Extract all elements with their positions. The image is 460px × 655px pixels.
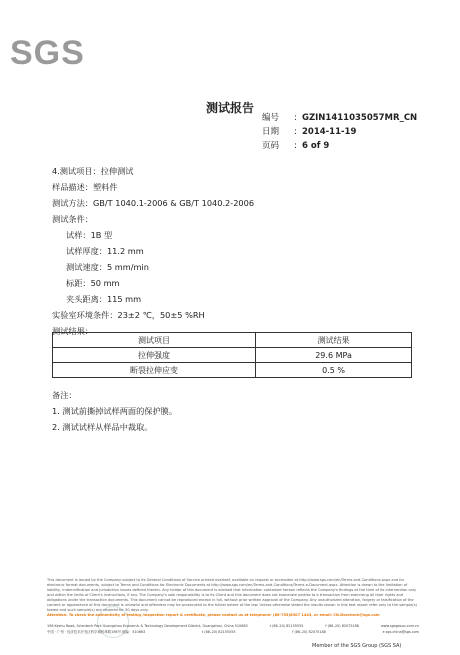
sgs-logo: SGS xyxy=(10,34,85,72)
report-meta xyxy=(262,111,417,153)
meta-value: GZIN1411035057MR_CN xyxy=(302,113,418,123)
meta-row-date: 日期 : 2014-11-19 xyxy=(262,127,357,137)
table-cell: 0.5 % xyxy=(256,363,412,378)
address-row-cn xyxy=(47,629,419,635)
meta-label: 日期 xyxy=(262,127,280,137)
table-cell: 断裂拉伸应变 xyxy=(53,363,256,378)
authenticity-notice: Attention: To check the authenticity of testing /inspection report & certificate, please contact us at telephone: (86-755)8307 1443, or email: CN.Doccheck@sgs.com xyxy=(47,613,380,617)
address-tel: t (86–20) 82155555 xyxy=(201,630,236,634)
sample-description: 样品描述：塑料件 xyxy=(52,182,118,192)
test-method: 测试方法：GB/T 1040.1-2006 & GB/T 1040.2-2006 xyxy=(52,198,255,208)
test-results-label: 测试结果： xyxy=(52,326,93,336)
remarks-label: 备注： xyxy=(52,390,77,400)
specimen-type: 试样：1B 型 xyxy=(66,230,113,240)
remark-item: 2. 测试试样从样品中裁取。 xyxy=(52,422,153,432)
address-fax: f (86–20) 82075188 xyxy=(325,624,359,628)
page-title: 测试报告 xyxy=(205,101,254,115)
address-text: 198 Kezhu Road, Scientech Park Guangzhou Economic & Technology Development District, Guangzhou, China 510663 xyxy=(47,624,248,628)
meta-value: 2014-11-19 xyxy=(302,127,357,137)
member-text: Member of the SGS Group (SGS SA) xyxy=(312,643,402,649)
remarks xyxy=(52,387,177,435)
remark-item: 1. 测试前撕掉试样两面的保护膜。 xyxy=(52,406,178,416)
test-content xyxy=(52,163,412,339)
meta-label: 编号 xyxy=(262,113,280,123)
company-address xyxy=(47,623,419,635)
disclaimer-text: This document is issued by the Company subject to its General Conditions of Service printed overleaf, available on request or accessible at http://www.sgs.com/en/Terms-and-Conditions.aspx and for electronic format documents, subject to Terms and Conditions for Electronic Documents at http://www.sgs.com/en/Terms-and-Conditions/Terms-e-Document.aspx. Attention is drawn to the limitation of liability, indemnification and jurisdiction issues defined therein. Any holder of this document is advised that information contained hereon reflects the Company's findings at the time of its intervention only and within the limits of Client's instructions, if any. The Company's sole responsibility is to its Client and this document does not exonerate parties to a transaction from exercising all their rights and obligations under the transaction documents. This document cannot be reproduced except in full, without prior written approval of the Company. Any unauthorized alteration, forgery or falsification of the content or appearance of this document is unlawful and offenders may be prosecuted to the fullest extent of the law. Unless otherwise stated the results shown in this test report refer only to the sample(s) tested and such sample(s) are retained for 30 days only. xyxy=(47,578,417,612)
table-row xyxy=(53,363,412,378)
address-text: 中国 · 广州 · 经济技术开发区科学城科珠路198号 邮编：510663 xyxy=(47,630,146,634)
address-email: e sgs.china@sgs.com xyxy=(382,630,419,634)
lab-environment: 实验室环境条件：23±2 ℃，50±5 %RH xyxy=(52,310,205,320)
specimen-thickness: 试样厚度：11.2 mm xyxy=(66,246,144,256)
test-item: 4.测试项目：拉伸测试 xyxy=(52,166,134,176)
address-fax: f (86–20) 82075188 xyxy=(292,630,326,634)
meta-label: 页码 xyxy=(262,141,280,151)
table-header-row xyxy=(53,333,412,348)
table-cell: 29.6 MPa xyxy=(256,348,412,363)
grip-distance: 夹头距离：115 mm xyxy=(66,294,142,304)
table-header: 测试项目 xyxy=(53,333,256,348)
test-speed: 测试速度：5 mm/min xyxy=(66,262,149,272)
table-row xyxy=(53,348,412,363)
table-header: 测试结果 xyxy=(256,333,412,348)
test-conditions-label: 测试条件： xyxy=(52,214,93,224)
meta-value: 6 of 9 xyxy=(302,141,330,151)
address-web: www.sgsgroup.com.cn xyxy=(380,624,419,628)
gauge-length: 标距：50 mm xyxy=(66,278,120,288)
results-table xyxy=(52,332,412,378)
meta-row-page: 页码 : 6 of 9 xyxy=(262,141,330,151)
table-cell: 拉伸强度 xyxy=(53,348,256,363)
address-tel: t (86–20) 82155555 xyxy=(269,624,304,628)
meta-row-number: 编号 : GZIN1411035057MR_CN xyxy=(262,113,418,123)
